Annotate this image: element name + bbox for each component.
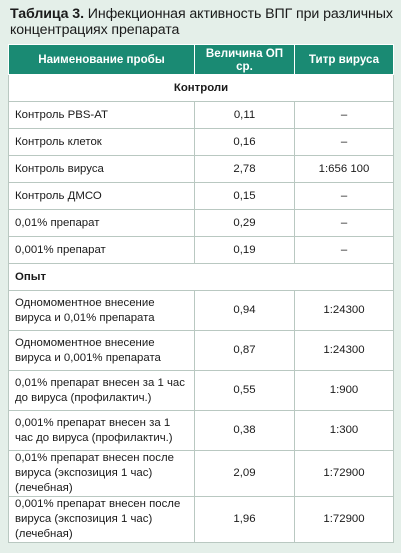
caption-text: Инфекционная активность ВПГ при различных концентрациях препарата [10, 6, 393, 38]
section-row-experiment [9, 264, 394, 291]
titer-cell: 1:72900 [295, 451, 394, 497]
titer-cell: – [295, 210, 394, 237]
table-row [9, 129, 394, 156]
od-value-cell: 0,16 [195, 129, 295, 156]
od-value-cell: 1,96 [195, 497, 295, 543]
od-value-cell: 0,38 [195, 411, 295, 451]
od-value-cell: 2,09 [195, 451, 295, 497]
sample-name-cell: 0,01% препарат [9, 210, 195, 237]
sample-name-cell: Контроль ДМСО [9, 183, 195, 210]
titer-cell: 1:24300 [295, 331, 394, 371]
titer-cell: – [295, 237, 394, 264]
table-row [9, 411, 394, 451]
sample-name-cell: Контроль вируса [9, 156, 195, 183]
header-sample-name: Наименование пробы [9, 45, 195, 75]
od-value-cell: 0,55 [195, 371, 295, 411]
od-value-cell: 0,11 [195, 102, 295, 129]
sample-name-cell: Одномоментное внесение вируса и 0,001% препарата [9, 331, 195, 371]
od-value-cell: 0,19 [195, 237, 295, 264]
data-table [8, 44, 394, 543]
table-row [9, 102, 394, 129]
sample-name-cell: 0,001% препарат [9, 237, 195, 264]
table-row [9, 497, 394, 543]
sample-name-cell: Контроль клеток [9, 129, 195, 156]
table-row [9, 237, 394, 264]
table-row [9, 331, 394, 371]
titer-cell: – [295, 129, 394, 156]
sample-name-cell: 0,001% препарат внесен после вируса (экспозиция 1 час) (лечебная) [9, 497, 195, 543]
table-row [9, 183, 394, 210]
titer-cell: 1:300 [295, 411, 394, 451]
titer-cell: 1:72900 [295, 497, 394, 543]
titer-cell: 1:24300 [295, 291, 394, 331]
header-virus-titer: Титр вируса [295, 45, 394, 75]
sample-name-cell: 0,001% препарат внесен за 1 час до вируса (профилактич.) [9, 411, 195, 451]
titer-cell: 1:900 [295, 371, 394, 411]
table-row [9, 371, 394, 411]
caption-label: Таблица 3. [10, 6, 84, 22]
titer-cell: – [295, 102, 394, 129]
header-row [9, 45, 394, 75]
table-row [9, 156, 394, 183]
od-value-cell: 0,94 [195, 291, 295, 331]
titer-cell: 1:656 100 [295, 156, 394, 183]
od-value-cell: 0,15 [195, 183, 295, 210]
titer-cell: – [295, 183, 394, 210]
sample-name-cell: 0,01% препарат внесен за 1 час до вируса (профилактич.) [9, 371, 195, 411]
table-caption [10, 6, 393, 38]
od-value-cell: 2,78 [195, 156, 295, 183]
table-row [9, 291, 394, 331]
section-title: Опыт [9, 264, 394, 291]
sample-name-cell: Контроль PBS-AT [9, 102, 195, 129]
od-value-cell: 0,87 [195, 331, 295, 371]
table-row [9, 451, 394, 497]
od-value-cell: 0,29 [195, 210, 295, 237]
sample-name-cell: 0,01% препарат внесен после вируса (экспозиция 1 час) (лечебная) [9, 451, 195, 497]
table-row [9, 210, 394, 237]
section-title: Контроли [9, 75, 394, 102]
header-od-mean: Величина ОП ср. [195, 45, 295, 75]
section-row-controls [9, 75, 394, 102]
sample-name-cell: Одномоментное внесение вируса и 0,01% препарата [9, 291, 195, 331]
